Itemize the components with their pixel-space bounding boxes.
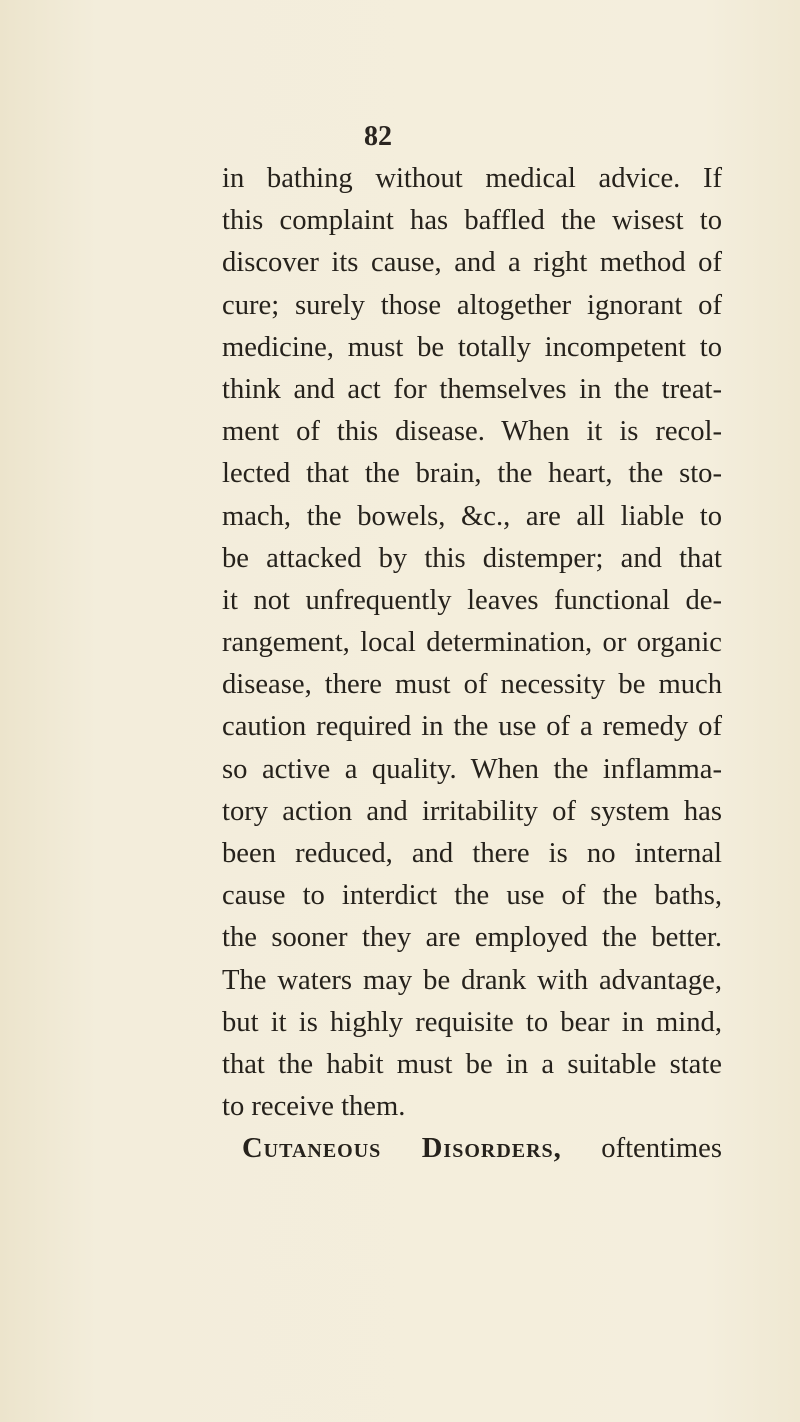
section-heading: Cutaneous Disorders,: [242, 1133, 562, 1165]
text-line: it not unfrequently leaves functional de-: [222, 584, 722, 616]
text-line: The waters may be drank with advantage,: [222, 964, 722, 996]
body-text: [222, 158, 722, 1171]
text-line: disease, there must of necessity be much: [222, 669, 722, 701]
text-line: been reduced, and there is no internal: [222, 838, 722, 869]
section-text: oftentimes: [601, 1133, 722, 1165]
text-line: caution required in the use of a remedy of: [222, 711, 722, 743]
text-line: to receive them.: [222, 1091, 406, 1123]
text-line: mach, the bowels, &c., are all liable to: [222, 500, 722, 532]
page-number: 82: [364, 121, 392, 152]
text-line: cause to interdict the use of the baths,: [222, 880, 722, 912]
text-line: lected that the brain, the heart, the sto-: [222, 458, 722, 490]
text-line: so active a quality. When the inflamma-: [222, 753, 722, 785]
text-line: cure; surely those altogether ignorant of: [222, 289, 722, 321]
text-line: think and act for themselves in the treat-: [222, 373, 722, 405]
text-line: tory action and irritability of system has: [222, 795, 722, 827]
text-line: be attacked by this distemper; and that: [222, 542, 722, 574]
section-start-line: [222, 1128, 722, 1170]
text-line: this complaint has baffled the wisest to: [222, 205, 722, 237]
text-line: rangement, local determination, or organic: [222, 627, 722, 659]
text-line: in bathing without medical advice. If: [222, 163, 722, 194]
text-line: that the habit must be in a suitable state: [222, 1048, 722, 1080]
text-line: medicine, must be totally incompetent to: [222, 331, 722, 363]
text-line: discover its cause, and a right method of: [222, 247, 722, 279]
text-line: but it is highly requisite to bear in mind,: [222, 1006, 722, 1038]
text-line: the sooner they are employed the better.: [222, 922, 722, 954]
text-line: ment of this disease. When it is recol-: [222, 416, 722, 448]
